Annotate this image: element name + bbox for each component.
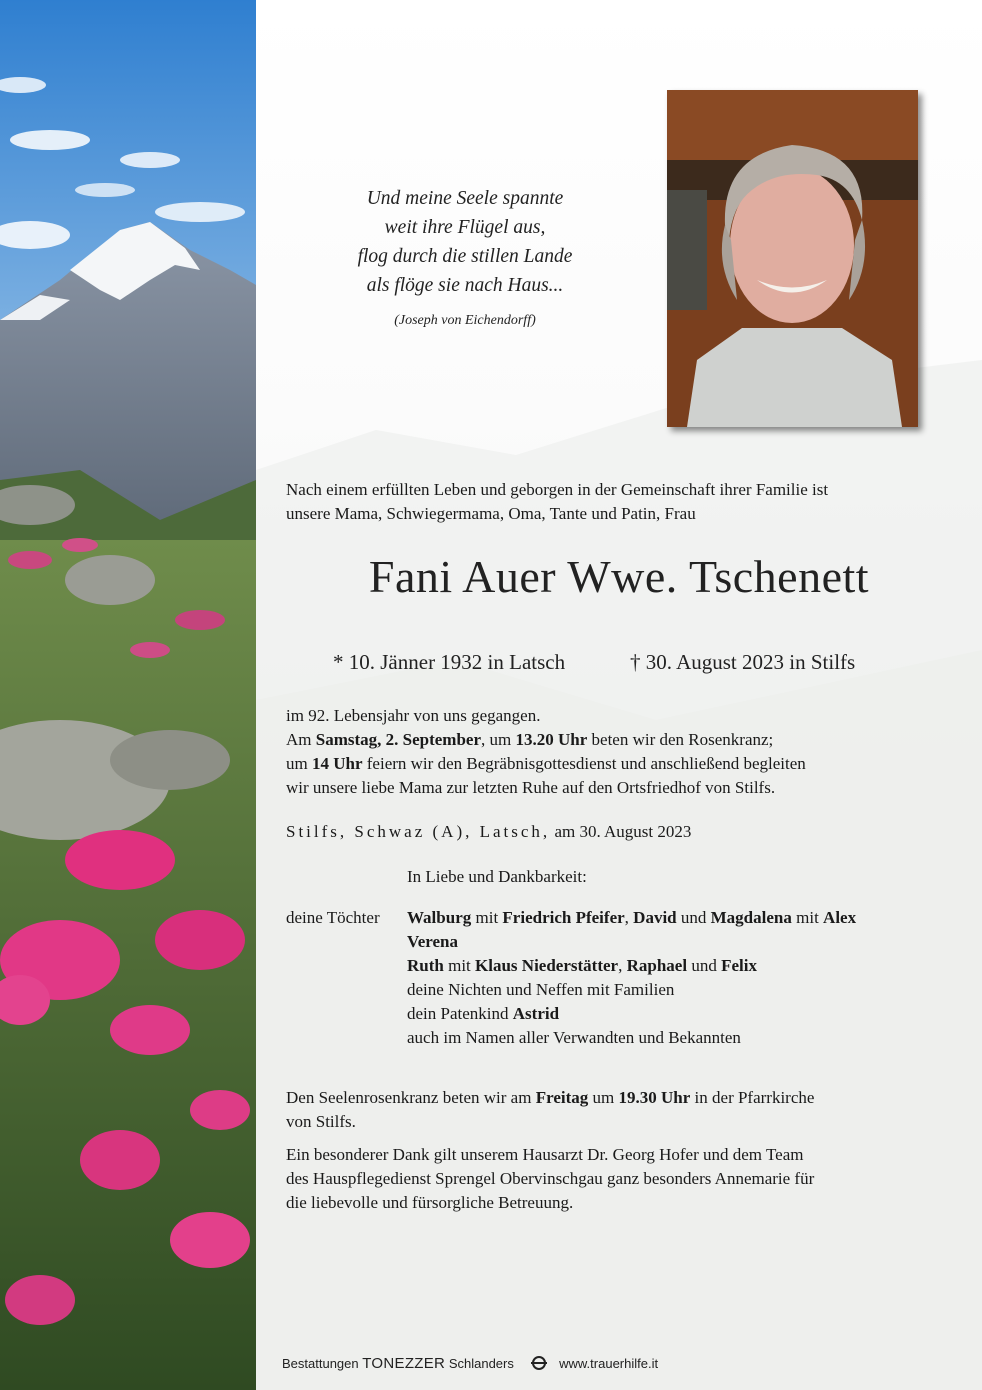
notice-text: Den Seelenrosenkranz beten wir am: [286, 1088, 536, 1107]
intro-line: Nach einem erfüllten Leben und geborgen in der Gemeinschaft ihrer Familie ist: [286, 480, 829, 499]
poem: [300, 184, 630, 335]
rosary-time: 13.20 Uhr: [515, 730, 588, 749]
family-text: mit: [791, 908, 824, 927]
family-name: Astrid: [512, 1004, 560, 1023]
rosary-day: Freitag: [535, 1088, 589, 1107]
notice-date: am 30. August 2023: [550, 822, 692, 841]
deceased-name: Fani Auer Wwe. Tschenett: [368, 551, 870, 602]
family-name: Walburg: [407, 908, 472, 927]
poem-line: Und meine Seele spannte: [366, 188, 564, 209]
age-line: im 92. Lebensjahr von uns gegangen.: [286, 706, 541, 725]
family-name: Ruth: [407, 956, 444, 975]
notice-text: feiern wir den Begräbnisgottesdienst und anschließend begleiten: [362, 754, 806, 773]
intro-line: unsere Mama, Schwiegermama, Oma, Tante und Patin, Frau: [286, 504, 696, 523]
funeral-notice: [286, 704, 946, 800]
family-name: Friedrich Pfeifer: [502, 908, 625, 927]
family-row: auch im Namen aller Verwandten und Bekannten: [407, 1028, 741, 1047]
family-row: [407, 954, 947, 978]
family-name: Verena: [407, 932, 458, 951]
family-text: mit: [471, 908, 503, 927]
family-row: deine Nichten und Neffen mit Familien: [407, 980, 675, 999]
family-name: Magdalena: [710, 908, 792, 927]
family-name: Klaus Niederstätter: [475, 956, 619, 975]
intro-text: [286, 478, 946, 526]
rosary-notice: [286, 1086, 946, 1134]
notice-text: beten wir den Rosenkranz;: [587, 730, 774, 749]
towns: Stilfs, Schwaz (A), Latsch,: [286, 822, 551, 841]
notice-text: wir unsere liebe Mama zur letzten Ruhe auf den Ortsfriedhof von Stilfs.: [286, 778, 776, 797]
footer-brand: TONEZZER: [362, 1355, 446, 1372]
thanks-line: Ein besonderer Dank gilt unserem Hausarzt Dr. Georg Hofer und dem Team: [286, 1145, 804, 1164]
poem-line: flog durch die stillen Lande: [357, 246, 573, 267]
thanks-line: die liebevolle und fürsorgliche Betreuung.: [286, 1193, 574, 1212]
family-text: ,: [624, 908, 634, 927]
notice-text: Am: [286, 730, 316, 749]
family-row: [407, 930, 947, 954]
notice-text: um: [286, 754, 312, 773]
notice-text: , um: [481, 730, 516, 749]
family-label: deine Töchter: [286, 908, 380, 927]
family-text: und: [676, 908, 711, 927]
in-love-line: In Liebe und Dankbarkeit:: [407, 867, 587, 886]
footer: [282, 1355, 658, 1374]
family-name: Alex: [823, 908, 857, 927]
birth-date: * 10. Jänner 1932 in Latsch: [333, 650, 566, 674]
thanks-line: des Hauspflegedienst Sprengel Obervinschgau ganz besonders Annemarie für: [286, 1169, 815, 1188]
place-date: [286, 820, 946, 844]
poem-line: weit ihre Flügel aus,: [384, 217, 546, 238]
portrait-photo: [667, 90, 918, 427]
rosary-time: 19.30 Uhr: [618, 1088, 691, 1107]
family-row: [407, 1002, 947, 1026]
poem-line: als flöge sie nach Haus...: [366, 275, 564, 296]
footer-prefix: Bestattungen: [282, 1356, 363, 1371]
notice-text: in der Pfarrkirche: [690, 1088, 815, 1107]
notice-text: um: [588, 1088, 619, 1107]
family-list: [407, 906, 947, 1050]
family-text: mit: [443, 956, 476, 975]
family-text: dein Patenkind: [407, 1004, 513, 1023]
family-name: Felix: [721, 956, 757, 975]
death-date: † 30. August 2023 in Stilfs: [630, 650, 856, 674]
landscape-image: [0, 0, 256, 1390]
family-row: [407, 906, 947, 930]
family-name: Raphael: [626, 956, 688, 975]
footer-url[interactable]: www.trauerhilfe.it: [559, 1356, 659, 1371]
mass-time: 14 Uhr: [311, 754, 363, 773]
notice-text: von Stilfs.: [286, 1112, 356, 1131]
family-text: und: [687, 956, 722, 975]
rosary-day: Samstag, 2. September: [315, 730, 482, 749]
trauerhilfe-logo-icon: [529, 1355, 549, 1374]
thanks-text: [286, 1143, 926, 1215]
family-text: ,: [618, 956, 627, 975]
family-name: David: [633, 908, 677, 927]
footer-city: Schlanders: [445, 1356, 514, 1371]
poem-author: (Joseph von Eichendorff): [394, 313, 536, 328]
